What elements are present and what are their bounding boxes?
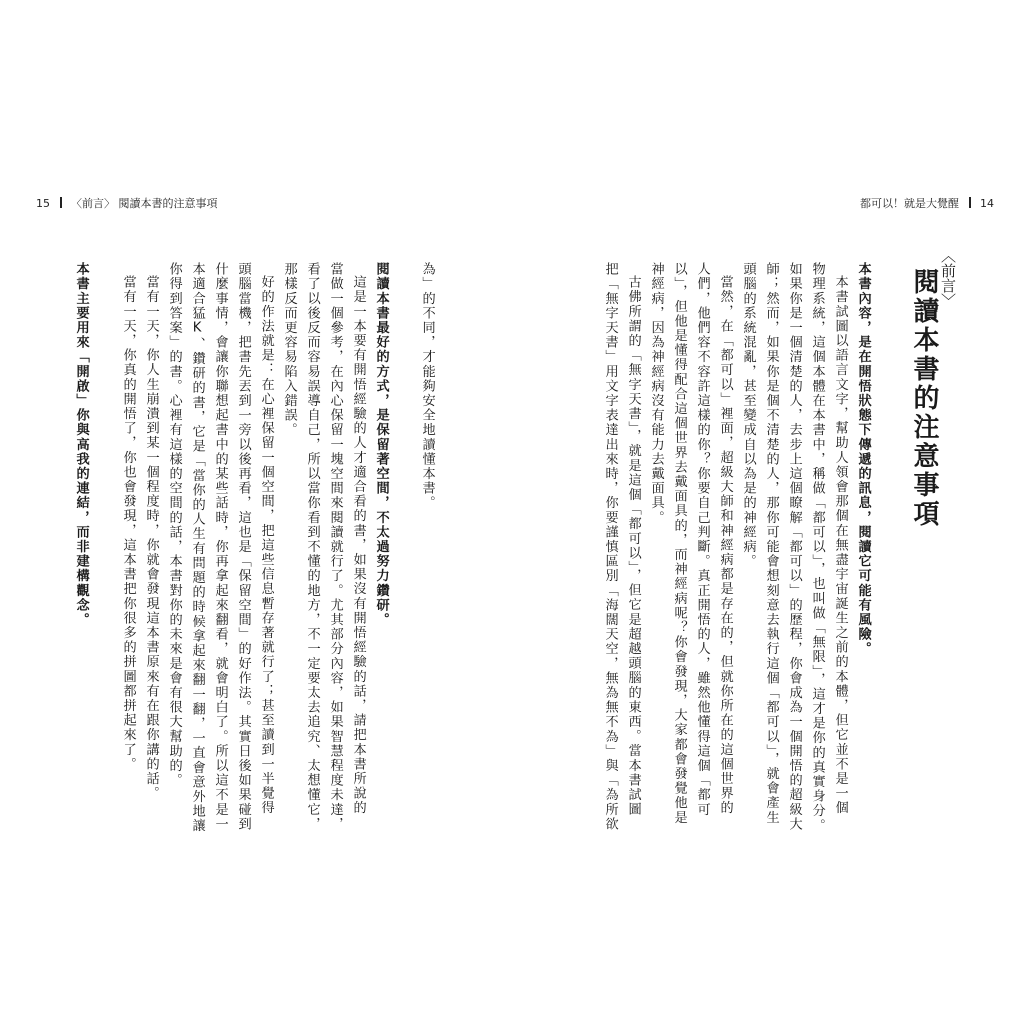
text-line: 如果你是一個清楚的人，去步上這個瞭解「都可以」的歷程，你會成為一個開悟的超級大: [786, 262, 802, 832]
text-line: 人們，他們容不容許這樣的你？你要自己判斷。真正開悟的人，雖然他懂得這個「都可: [694, 262, 710, 817]
text-line: 當然，在「都可以」裡面，超級大師和神經病都是存在的，但就你所在的這個世界的: [717, 275, 733, 816]
text-line: 古佛所謂的「無字天書」，就是這個「都可以」，但它是超越頭腦的東西。當本書試圖: [625, 275, 641, 817]
text-line: 你得到答案」的書。心裡有這樣的空間的話，本書對你的未來是會有很大幫助的。: [166, 262, 182, 788]
text-line: 神經病，因為神經病沒有能力去戴面具。: [648, 262, 664, 525]
left-running-head: [36, 197, 218, 211]
text-line: 為」的不同，才能夠安全地讀懂本書。: [419, 262, 435, 511]
text-line: 師；然而，如果你是個不清楚的人，那你可能會想刻意去執行這個「都可以」，就會產生: [763, 262, 779, 825]
chapter-label: 〈前言〉: [939, 248, 957, 308]
text-line: 當有一天，你真的開悟了，你也會發現，這本書把你很多的拼圖都拼起來了。: [120, 275, 136, 772]
text-line: 本書試圖以語言文字，幫助人領會那個在無盡宇宙誕生之前的本體，但它並不是一個: [832, 275, 848, 816]
right-book-title: 都可以！就是大覺醒: [860, 197, 959, 210]
text-line: 好的作法就是：在心裡保留一個空間，把這些信息暫存著就行了；甚至讀到一半覺得: [258, 275, 274, 816]
text-line: 那樣反而更容易陷入錯誤。: [281, 262, 297, 438]
text-line: 看了以後反而容易誤導自己，所以當你看到不懂的地方，不一定要太去追究、太想懂它，: [304, 262, 320, 832]
left-section-title: 閱讀本書的注意事項: [118, 197, 218, 210]
text-line: 當做一個參考，在內心保留一塊空間來閱讀就行了。尤其部分內容，如果智慧程度未達，: [327, 262, 343, 832]
text-line: 本書主要用來「開啟」你與高我的連結，而非建構觀念。: [73, 262, 89, 627]
text-line: 當有一天，你人生崩潰到某一個程度時，你就會發現這本書原來有在跟你講的話。: [143, 275, 159, 801]
text-line: 物理系統，這個本體在本書中，稱做「都可以」，也叫做「無限」，這才是你的真實身分。: [809, 262, 825, 833]
header-divider: [60, 197, 62, 208]
text-line: 頭腦的系統混亂，甚至變成自以為是的神經病。: [740, 262, 756, 569]
left-page-number: 15: [36, 197, 50, 210]
text-line: 本書內容，是在開悟狀態下傳遞的訊息，閱讀它可能有風險。: [855, 262, 871, 657]
text-line: 什麼事情，會讓你聯想起書中的某些話時，你再拿起來翻看，就會明白了。所以這不是一: [212, 262, 228, 832]
left-chapter-label: 〈前言〉: [71, 197, 115, 210]
header-divider: [969, 197, 971, 208]
text-line: 閱讀本書最好的方式，是保留著空間，不太過努力鑽研。: [373, 262, 389, 627]
right-page-number: 14: [980, 197, 994, 210]
text-line: 這是一本要有開悟經驗的人才適合看的書，如果沒有開悟經驗的話，請把本書所說的: [350, 275, 366, 816]
right-running-head: [860, 197, 994, 211]
text-line: 以」，但他是懂得配合這個世界去戴面具的，而神經病呢？你會發現，大家都會發覺他是: [671, 262, 687, 825]
text-line: 頭腦當機，把書先丟到一旁以後再看，這也是「保留空間」的好作法。其實日後如果碰到: [235, 262, 251, 832]
text-line: 把「無字天書」用文字表達出來時，你要謹慎區別「海闊天空，無為無不為」與「為所欲: [602, 262, 618, 832]
text-line: 本適合猛K、鑽研的書，它是「當你的人生有問題的時候拿起來翻一翻，一直會意外地讓: [189, 262, 205, 834]
chapter-title: 閱讀本書的注意事項: [909, 268, 939, 529]
